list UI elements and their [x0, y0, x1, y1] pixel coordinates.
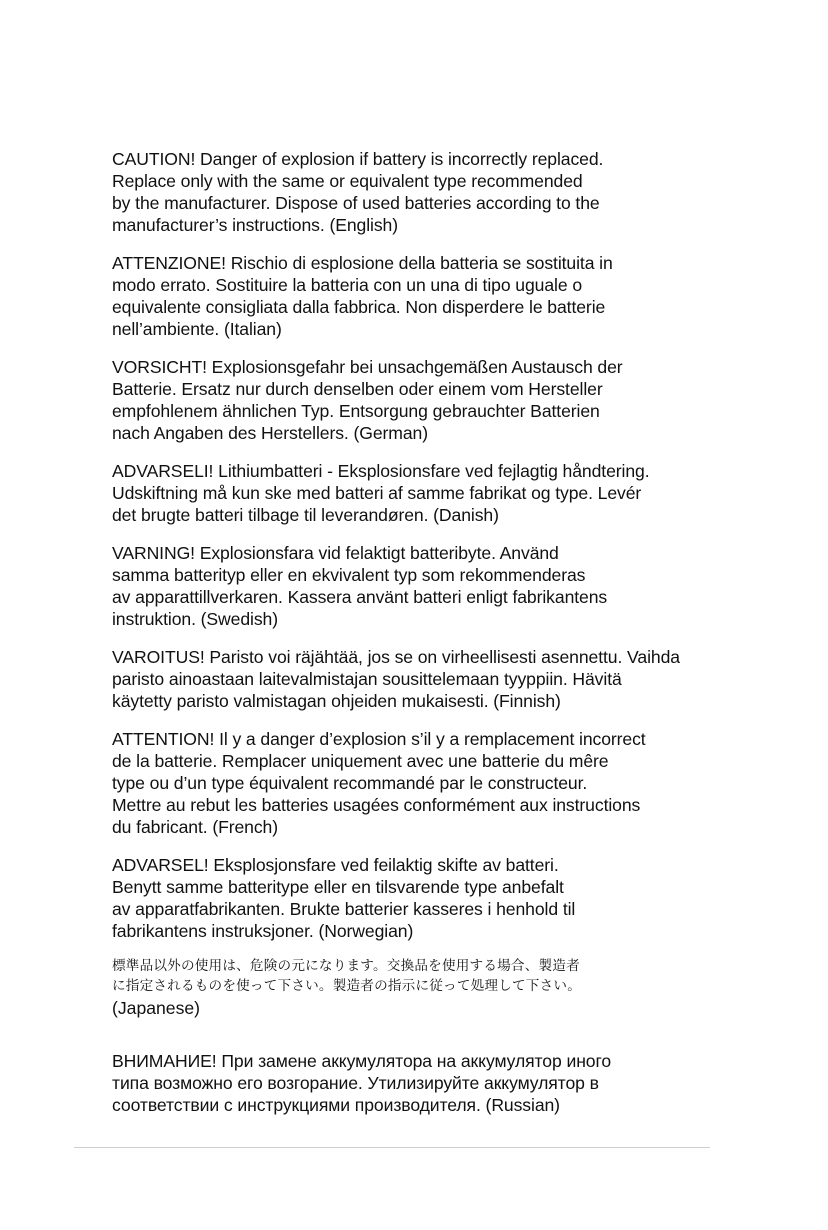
- warning-french: [112, 728, 722, 838]
- warning-norwegian: [112, 854, 722, 942]
- warning-line: instruktion. (Swedish): [112, 609, 278, 629]
- warning-english: [112, 148, 722, 236]
- warning-line: 標準品以外の使用は、危険の元になります。交換品を使用する場合、製造者: [112, 958, 580, 974]
- warning-line: соответствии с инструкциями производителя. (Russian): [112, 1095, 560, 1115]
- warning-line: by the manufacturer. Dispose of used batteries according to the: [112, 193, 600, 213]
- warning-line: käytetty paristo valmistagan ohjeiden mukaisesti. (Finnish): [112, 691, 561, 711]
- warning-line: av apparatfabrikanten. Brukte batterier kasseres i henhold til: [112, 899, 576, 919]
- warning-line: に指定されるものを使って下さい。製造者の指示に従って処理して下さい。: [112, 978, 581, 994]
- warning-line: типа возможно его возгорание. Утилизируйте аккумулятор в: [112, 1073, 599, 1093]
- warning-line: paristo ainoastaan laitevalmistajan sousittelemaan tyyppiin. Hävitä: [112, 669, 622, 689]
- footer-divider: [74, 1147, 710, 1148]
- warning-line: VARNING! Explosionsfara vid felaktigt batteribyte. Använd: [112, 543, 559, 563]
- warning-line: empfohlenem ähnlichen Typ. Entsorgung gebrauchter Batterien: [112, 401, 600, 421]
- warning-danish: [112, 460, 722, 526]
- warning-german: [112, 356, 722, 444]
- warning-finnish: [112, 646, 722, 712]
- battery-warnings: [112, 148, 722, 1116]
- warning-line: du fabricant. (French): [112, 817, 278, 837]
- warning-line: de la batterie. Remplacer uniquement avec une batterie du mêre: [112, 751, 609, 771]
- warning-line: nell’ambiente. (Italian): [112, 319, 282, 339]
- warning-line: ATTENTION! Il y a danger d’explosion s’il y a remplacement incorrect: [112, 729, 646, 749]
- warning-line: Udskiftning må kun ske med batteri af samme fabrikat og type. Levér: [112, 483, 642, 503]
- warning-line: ATTENZIONE! Rischio di esplosione della batteria se sostituita in: [112, 253, 613, 273]
- warning-line: Benytt samme batteritype eller en tilsvarende type anbefalt: [112, 877, 564, 897]
- warning-line: ADVARSELI! Lithiumbatteri - Eksplosionsfare ved fejlagtig håndtering.: [112, 461, 650, 481]
- warning-line: equivalente consigliata dalla fabbrica. Non disperdere le batterie: [112, 297, 606, 317]
- warning-russian: [112, 1050, 722, 1116]
- warning-line: ADVARSEL! Eksplosjonsfare ved feilaktig skifte av batteri.: [112, 855, 559, 875]
- warning-line: det brugte batteri tilbage til leverandøren. (Danish): [112, 505, 499, 525]
- warning-line: VORSICHT! Explosionsgefahr bei unsachgemäßen Austausch der: [112, 357, 623, 377]
- warning-line: samma batterityp eller en ekvivalent typ som rekommenderas: [112, 565, 586, 585]
- warning-line: type ou d’un type équivalent recommandé par le constructeur.: [112, 773, 588, 793]
- warning-line: CAUTION! Danger of explosion if battery is incorrectly replaced.: [112, 149, 604, 169]
- warning-swedish: [112, 542, 722, 630]
- warning-line: manufacturer’s instructions. (English): [112, 215, 398, 235]
- warning-line: VAROITUS! Paristo voi räjähtää, jos se on virheellisesti asennettu. Vaihda: [112, 647, 680, 667]
- warning-line: nach Angaben des Herstellers. (German): [112, 423, 428, 443]
- warning-line: modo errato. Sostituire la batteria con un una di tipo uguale o: [112, 275, 583, 295]
- warning-italian: [112, 252, 722, 340]
- warning-line: Batterie. Ersatz nur durch denselben oder einem vom Hersteller: [112, 379, 603, 399]
- warning-line: fabrikantens instruksjoner. (Norwegian): [112, 921, 414, 941]
- warning-japanese: [112, 956, 722, 1020]
- language-label: (Japanese): [112, 998, 201, 1018]
- warning-line: Mettre au rebut les batteries usagées conformément aux instructions: [112, 795, 641, 815]
- warning-line: ВНИМАНИЕ! При замене аккумулятора на аккумулятор иного: [112, 1051, 612, 1071]
- warning-line: Replace only with the same or equivalent type recommended: [112, 171, 583, 191]
- warning-line: av apparattillverkaren. Kassera använt batteri enligt fabrikantens: [112, 587, 608, 607]
